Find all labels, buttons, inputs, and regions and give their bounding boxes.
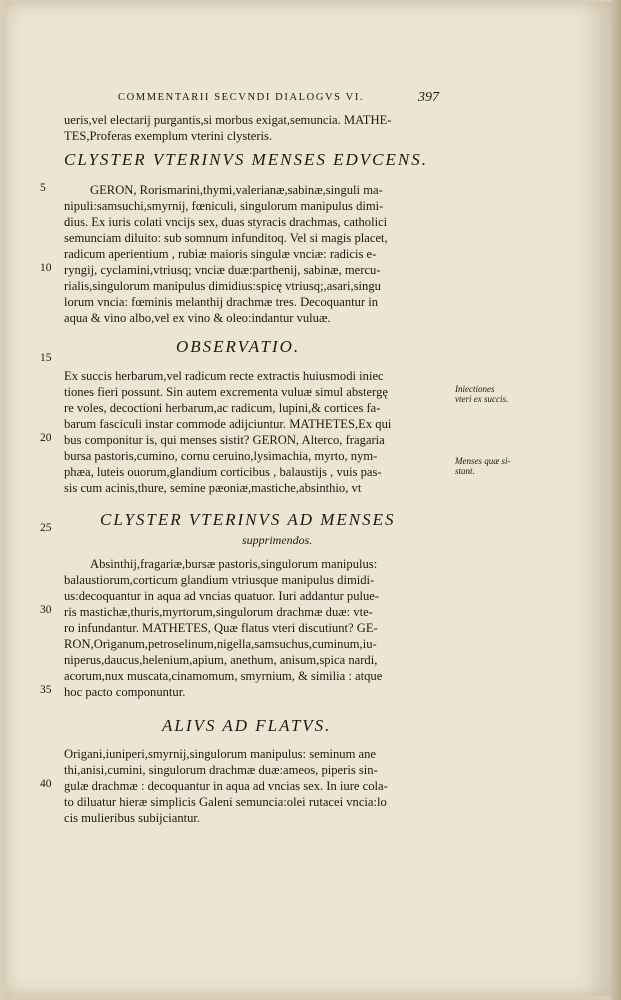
text-line: niperus,daucus,helenium,apium, anethum, anisum,spica nardi, — [64, 653, 378, 667]
text-line: nipuli:samsuchi,smyrnij, fœniculi, singulorum manipulus dimi- — [64, 199, 384, 213]
text-line: acorum,nux muscata,cinamomum, smyrnium, & similia : atque — [64, 669, 383, 683]
line-number: 25 — [40, 522, 52, 534]
text-line: sis cum acinis,thure, semine pæoniæ,mastiche,absinthio, vt — [64, 481, 362, 495]
text-line: TES,Proferas exemplum vterini clysteris. — [64, 129, 273, 143]
page-edge — [611, 0, 621, 1000]
line-number: 15 — [40, 352, 52, 364]
heading-clyster-ad-menses: CLYSTER VTERINVS AD MENSES — [100, 510, 396, 529]
text-line: rialis,singulorum manipulus dimidius:spicę vtriusq;,asari,singu — [64, 279, 381, 293]
line-number: 35 — [40, 684, 52, 696]
text-line: ueris,vel electarij purgantis,si morbus exigat,semuncia. MATHE- — [64, 113, 392, 127]
line-number: 5 — [40, 182, 46, 194]
text-line: semunciam diluito: sub somnum infunditoq. Vel si magis placet, — [64, 231, 388, 245]
text-line: aqua & vino albo,vel ex vino & oleo:indantur vuluæ. — [64, 311, 331, 325]
text-line: barum fasciculi instar commode adijciuntur. MATHETES,Ex qui — [64, 417, 392, 431]
heading-observatio: OBSERVATIO. — [176, 337, 301, 356]
text-line: gulæ drachmæ : decoquantur in aqua ad vncias sex. In iure cola- — [64, 779, 388, 793]
line-number: 30 — [40, 604, 52, 616]
text-line: us:decoquantur in aqua ad vncias quatuor. Iuri addantur pulue- — [64, 589, 380, 603]
text-line: phæa, luteis ouorum,glandium corticibus , balaustijs , vuis pas- — [64, 465, 382, 479]
text-line: radicum aperientium , rubiæ maioris singulæ vnciæ: radicis e- — [64, 247, 377, 261]
margin-note: Menses quæ si- stant. — [455, 456, 511, 476]
text-line: Origani,iuniperi,smyrnij,singulorum manipulus: seminum ane — [64, 747, 377, 761]
text-line: lorum vncia: fœminis melanthij drachmæ tres. Decoquantur in — [64, 295, 379, 309]
text-line: RON,Origanum,petroselinum,nigella,samsuchus,cuminum,iu- — [64, 637, 377, 651]
heading-clyster-menses-educens: CLYSTER VTERINVS MENSES EDVCENS. — [64, 150, 428, 169]
heading-alius-ad-flatus: ALIVS AD FLATVS. — [162, 716, 332, 735]
margin-note: Iniectiones vteri ex succis. — [455, 384, 509, 404]
text-line: tiones fieri possunt. Sin autem excrementa vuluæ simul abstergę — [64, 385, 388, 399]
heading-subtitle: supprimendos. — [242, 533, 313, 547]
text-line: Absinthij,fragariæ,bursæ pastoris,singulorum manipulus: — [90, 557, 378, 571]
line-number: 20 — [40, 432, 52, 444]
text-line: bursa pastoris,cumino, cornu ceruino,lysimachia, myrto, nym- — [64, 449, 378, 463]
text-line: Ex succis herbarum,vel radicum recte extractis huiusmodi iniec — [64, 369, 384, 383]
text-line: hoc pacto componuntur. — [64, 685, 186, 699]
text-line: dius. Ex iuris colati vncijs sex, duas styracis drachmas, catholici — [64, 215, 388, 229]
text-line: to diluatur hieræ simplicis Galeni semuncia:olei rutacei vncia:lo — [64, 795, 387, 809]
text-line: GERON, Rorismarini,thymi,valerianæ,sabinæ,singuli ma- — [90, 183, 383, 197]
text-line: cis mulieribus subijciantur. — [64, 811, 201, 825]
text-line: thi,anisi,cumini, singulorum drachmæ duæ:ameos, piperis sin- — [64, 763, 378, 777]
text-line: re voles, decoctioni herbarum,ac radicum, lupini,& cortices fa- — [64, 401, 381, 415]
text-line: balaustiorum,corticum glandium vtriusque manipulus dimidi- — [64, 573, 375, 587]
line-number: 40 — [40, 778, 52, 790]
text-line: ro infundantur. MATHETES, Quæ flatus vteri discutiunt? GE- — [64, 621, 378, 635]
running-head: COMMENTARII SECVNDI DIALOGVS VI. — [118, 92, 365, 103]
text-line: ryngij, cyclamini,vtriusq; vnciæ duæ:parthenij, sabinæ, mercu- — [64, 263, 381, 277]
page-number: 397 — [418, 90, 439, 105]
text-line: bus componitur is, qui menses sistit? GERON, Alterco, fragaria — [64, 433, 385, 447]
text-line: ris mastichæ,thuris,myrtorum,singulorum drachmæ duæ: vte- — [64, 605, 373, 619]
line-number: 10 — [40, 262, 52, 274]
